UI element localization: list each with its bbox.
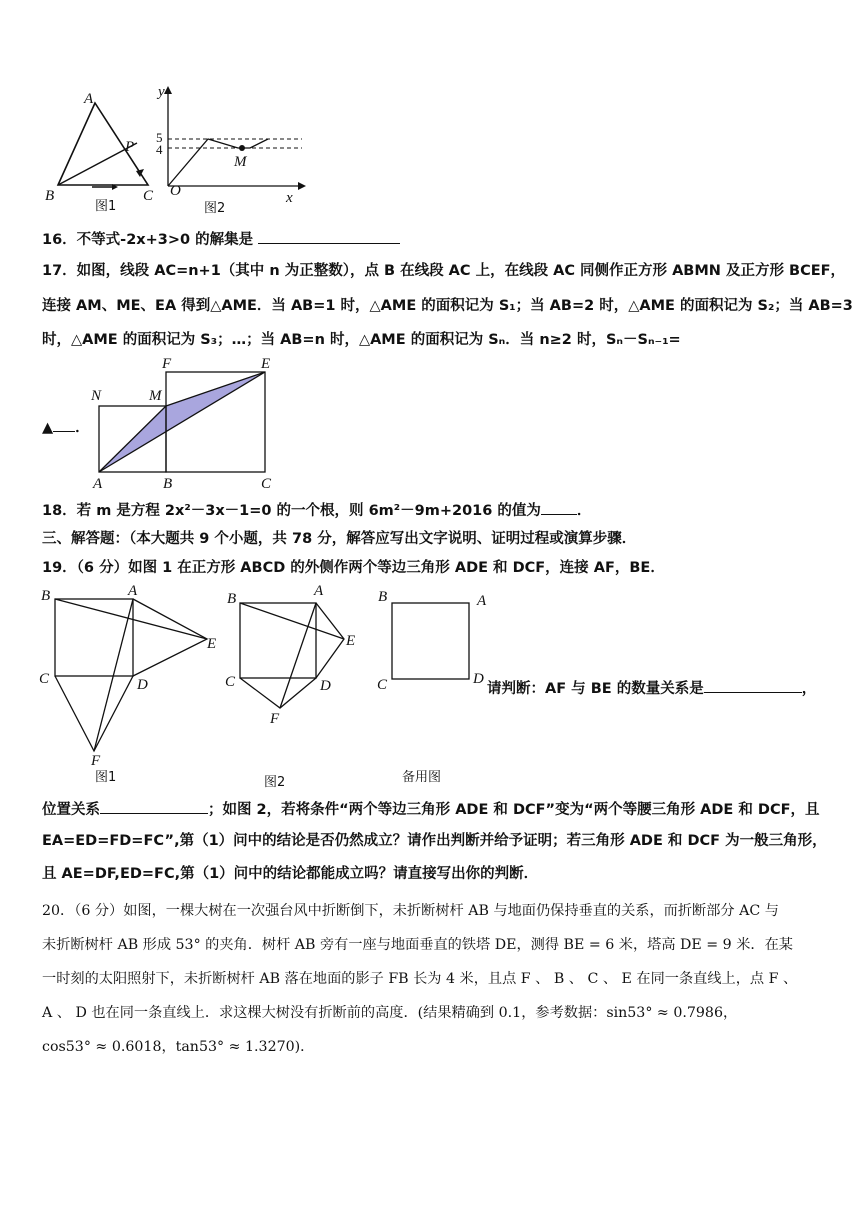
question-20-line-1: 20．（6 分）如图，一棵大树在一次强台风中折断倒下，未折断树杆 AB 与地面仍保持垂直的关系，而折断部分 AC 与 bbox=[42, 903, 779, 919]
question-20-line-2: 未折断树杆 AB 形成 53° 的夹角．树杆 AB 旁有一座与地面垂直的铁塔 DE，测得 BE = 6 米，塔高 DE = 9 米．在某 bbox=[42, 937, 793, 953]
fig19-2-label-e: E bbox=[346, 633, 356, 649]
fig19-1-label-e: E bbox=[207, 636, 217, 652]
fig19-3-label-d: D bbox=[473, 671, 484, 687]
question-19-line-a-rest: ；如图 2，若将条件“两个等边三角形 ADE 和 DCF”变为“两个等腰三角形 ADE 和 DCF，且 bbox=[208, 802, 820, 818]
fig19-1-caption: 图1 bbox=[95, 770, 117, 783]
q17-label-b: B bbox=[163, 476, 173, 490]
answer-blank-18[interactable] bbox=[541, 500, 577, 515]
fig2-label-m: M bbox=[234, 154, 247, 170]
question-18-end: ． bbox=[576, 503, 592, 519]
answer-blank-17[interactable] bbox=[53, 417, 75, 432]
q17-label-c: C bbox=[261, 476, 272, 490]
figure-19-backup bbox=[370, 585, 495, 790]
question-20-line-5: cos53° ≈ 0.6018，tan53° ≈ 1.3270)． bbox=[42, 1039, 315, 1055]
question-19-line-a bbox=[42, 799, 820, 819]
fig19-1-label-a: A bbox=[128, 583, 138, 599]
answer-blank-19b[interactable] bbox=[100, 799, 208, 814]
question-17-line-3: 时，△AME 的面积记为 S₃；…；当 AB=n 时，△AME 的面积记为 Sₙ．当 n≥2 时，Sₙ－Sₙ₋₁= bbox=[42, 332, 681, 348]
figure-function-graph bbox=[150, 82, 310, 220]
figure-squares-abmn-bcef bbox=[85, 355, 285, 490]
fig19-1-label-b: B bbox=[41, 588, 51, 604]
answer-end: ． bbox=[75, 420, 90, 436]
fig2-tick-5: 5 bbox=[156, 130, 163, 145]
fig2-tick-4: 4 bbox=[156, 142, 163, 157]
fig19-2-label-c: C bbox=[225, 674, 236, 690]
fig19-2-label-f: F bbox=[270, 711, 280, 727]
q17-label-n: N bbox=[91, 388, 102, 404]
fig19-3-caption: 备用图 bbox=[402, 770, 442, 785]
fig19-2-label-a: A bbox=[314, 583, 324, 599]
answer-mark-icon: ▲ bbox=[42, 420, 54, 436]
q17-label-m: M bbox=[149, 388, 162, 404]
figure-19-1 bbox=[35, 583, 225, 783]
question-18-text: 18．若 m 是方程 2x²－3x－1=0 的一个根，则 6m²－9m+2016 的值为 bbox=[42, 503, 541, 519]
fig19-1-label-f: F bbox=[91, 753, 101, 769]
fig19-3-label-a: A bbox=[477, 593, 487, 609]
question-17-answer bbox=[42, 416, 90, 437]
fig2-label-o: O bbox=[170, 183, 181, 199]
fig2-label-x: x bbox=[286, 190, 293, 206]
fig2-caption: 图2 bbox=[204, 201, 226, 216]
question-19-line-b: EA=ED=FD=FC”,第（1）问中的结论是否仍然成立？请作出判断并给予证明；若三角形 ADE 和 DCF 为一般三角形， bbox=[42, 833, 827, 849]
question-19-line-1: 19．（6 分）如图 1 在正方形 ABCD 的外侧作两个等边三角形 ADE 和 DCF，连接 AF，BE． bbox=[42, 560, 665, 576]
question-19-line-c: 且 AE=DF,ED=FC,第（1）问中的结论都能成立吗？请直接写出你的判断． bbox=[42, 866, 539, 882]
figure-19-2 bbox=[222, 583, 382, 788]
fig19-2-label-d: D bbox=[320, 678, 331, 694]
question-19-judge-text: 请判断：AF 与 BE 的数量关系是 bbox=[487, 681, 704, 697]
section-3-heading: 三、解答题：（本大题共 9 个小题，共 78 分，解答应写出文字说明、证明过程或演算步骤． bbox=[42, 531, 637, 547]
question-20-line-4: A 、 D 也在同一条直线上．求这棵大树没有折断前的高度．(结果精确到 0.1，参考数据：sin53° ≈ 0.7986， bbox=[42, 1005, 738, 1021]
answer-blank-19a[interactable] bbox=[704, 678, 802, 693]
question-16 bbox=[42, 229, 400, 249]
q17-label-e: E bbox=[261, 356, 271, 372]
fig1-caption: 图1 bbox=[95, 199, 117, 214]
answer-blank-16[interactable] bbox=[258, 229, 400, 244]
question-20-line-3: 一时刻的太阳照射下，未折断树杆 AB 落在地面的影子 FB 长为 4 米，且点 F 、 B 、 C 、 E 在同一条直线上，点 F 、 bbox=[42, 971, 798, 987]
q17-label-a: A bbox=[93, 476, 103, 490]
fig19-3-label-c: C bbox=[377, 677, 388, 693]
question-19-judge-end: ， bbox=[801, 681, 817, 697]
fig1-label-p: P bbox=[125, 139, 135, 155]
question-19-judge bbox=[487, 678, 816, 698]
question-16-text: 16．不等式-2x+3>0 的解集是 bbox=[42, 232, 254, 248]
fig19-3-label-b: B bbox=[378, 589, 388, 605]
fig19-1-label-d: D bbox=[137, 677, 148, 693]
fig19-2-caption: 图2 bbox=[264, 775, 286, 788]
question-17-line-2: 连接 AM、ME、EA 得到△AME．当 AB=1 时，△AME 的面积记为 S₁；当 AB=2 时，△AME 的面积记为 S₂；当 AB=3 bbox=[42, 298, 853, 314]
fig19-1-label-c: C bbox=[39, 671, 50, 687]
fig2-label-y: y bbox=[158, 84, 165, 100]
fig19-2-label-b: B bbox=[227, 591, 237, 607]
fig1-label-c: C bbox=[143, 188, 154, 204]
fig1-label-a: A bbox=[84, 91, 94, 107]
fig1-label-b: B bbox=[45, 188, 55, 204]
q17-label-f: F bbox=[162, 356, 172, 372]
question-19-position-label: 位置关系 bbox=[42, 802, 100, 818]
question-18 bbox=[42, 500, 591, 520]
question-17-line-1: 17．如图，线段 AC=n+1（其中 n 为正整数），点 B 在线段 AC 上，在线段 AC 同侧作正方形 ABMN 及正方形 BCEF， bbox=[42, 263, 846, 279]
